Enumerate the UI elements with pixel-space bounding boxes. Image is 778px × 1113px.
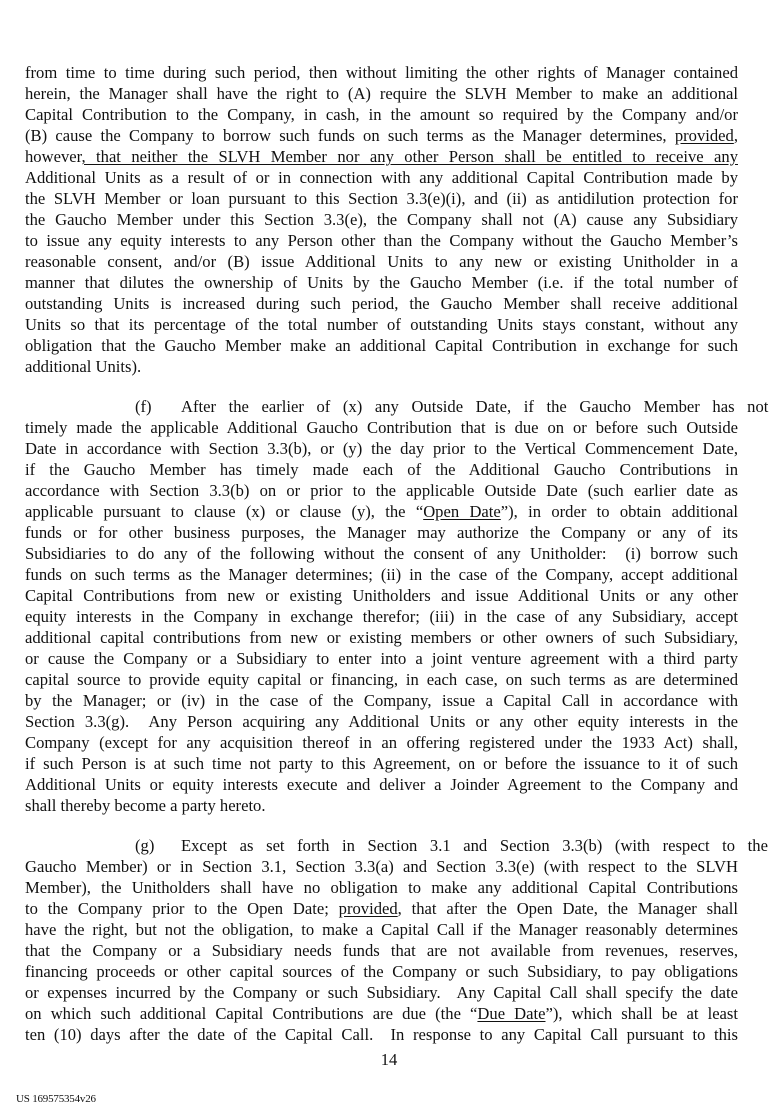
text-line: Units so that its percentage of the total number of outstanding Units stays constant, without any [25, 315, 738, 334]
text-line: or expenses incurred by the Company or such Subsidiary. Any Capital Call shall specify the date [25, 983, 738, 1002]
text-line: accordance with Section 3.3(b) on or prior to the applicable Outside Date (such earlier date as [25, 481, 738, 500]
text-line: Capital Contribution to the Company, in cash, in the amount so required by the Company and/or [25, 105, 738, 124]
paragraph-g-label: (g) [135, 836, 155, 855]
text-line: outstanding Units is increased during such period, the Gaucho Member shall receive additional [25, 294, 738, 313]
text-line: obligation that the Gaucho Member make an additional Capital Contribution in exchange for such [25, 336, 738, 355]
defined-term: provided [674, 126, 734, 145]
text-line: Date in accordance with Section 3.3(b), or (y) the day prior to the Vertical Commencement Date, [25, 439, 738, 458]
text-line: to the Company prior to the Open Date; provided, that after the Open Date, the Manager shall [25, 899, 739, 918]
text-line: manner that dilutes the ownership of Units by the Gaucho Member (i.e. if the total number of [25, 273, 738, 292]
paragraph-g [25, 835, 768, 1045]
text-line: ten (10) days after the date of the Capital Call. In response to any Capital Call pursuant to this [25, 1025, 738, 1044]
text-line: Additional Units as a result of or in connection with any additional Capital Contribution made by [25, 168, 738, 187]
paragraph-e-continued [25, 62, 738, 377]
text-line: the Gaucho Member under this Section 3.3(e), the Company shall not (A) cause any Subsidiary [25, 210, 738, 229]
text-line: shall thereby become a party hereto. [25, 796, 266, 815]
text-line: Subsidiaries to do any of the following without the consent of any Unitholder: (i) borrow such [25, 544, 738, 563]
defined-term: , that neither the SLVH Member nor any other Person shall be entitled to receive any [81, 147, 738, 166]
text-line: the SLVH Member or loan pursuant to this Section 3.3(e)(i), and (ii) as antidilution protection for [25, 189, 738, 208]
text-line: that the Company or a Subsidiary needs funds that are not available from revenues, reserves, [25, 941, 738, 960]
text-line: financing proceeds or other capital sources of the Company or such Subsidiary, to pay obligations [25, 962, 738, 981]
paragraph-g-first-line: (g) Except as set forth in Section 3.1 and Section 3.3(b) (with respect to the [135, 836, 768, 855]
text-line: applicable pursuant to clause (x) or clause (y), the “Open Date”), in order to obtain additional [25, 502, 738, 521]
page-number: 14 [380, 1050, 398, 1069]
text-line: or cause the Company or a Subsidiary to enter into a joint venture agreement with a third party [25, 649, 738, 668]
text-line: additional capital contributions from new or existing members or other owners of such Subsidiary, [25, 628, 738, 647]
text-line: on which such additional Capital Contributions are due (the “Due Date”), which shall be at least [25, 1004, 738, 1023]
text-line: Capital Contributions from new or existing Unitholders and issue Additional Units or any other [25, 586, 738, 605]
text-line: to issue any equity interests to any Person other than the Company without the Gaucho Member’s [25, 231, 738, 250]
text-line: Additional Units or equity interests execute and deliver a Joinder Agreement to the Company and [25, 775, 738, 794]
text-line: if the Gaucho Member has timely made each of the Additional Gaucho Contributions in [25, 460, 738, 479]
text-line: herein, the Manager shall have the right to (A) require the SLVH Member to make an additional [25, 84, 738, 103]
text-line: funds on such terms as the Manager determines; (ii) in the case of the Company, accept additional [25, 565, 738, 584]
paragraph-f-label: (f) [135, 397, 152, 416]
text-line: timely made the applicable Additional Gaucho Contribution that is due on or before such Outside [25, 418, 738, 437]
document-page [25, 62, 769, 1045]
text-line: equity interests in the Company in exchange therefor; (iii) in the case of any Subsidiary, accept [25, 607, 738, 626]
text-line: reasonable consent, and/or (B) issue Additional Units to any new or existing Unitholder in a [25, 252, 738, 271]
text-line: Company (except for any acquisition thereof in an offering registered under the 1933 Act) shall, [25, 733, 738, 752]
text-line: additional Units). [25, 357, 142, 376]
paragraph-f [25, 396, 769, 816]
document-id: US 169575354v26 [16, 1093, 96, 1105]
text-line: (B) cause the Company to borrow such funds on such terms as the Manager determines, provided, [25, 126, 738, 145]
text-line: from time to time during such period, then without limiting the other rights of Manager contained [25, 63, 738, 82]
text-line: funds or for other business purposes, the Manager may authorize the Company or any of its [25, 523, 738, 542]
defined-term: provided [338, 899, 398, 918]
text-line: Gaucho Member) or in Section 3.1, Section 3.3(a) and Section 3.3(e) (with respect to the SLVH [25, 857, 738, 876]
paragraph-f-first-line: (f) After the earlier of (x) any Outside Date, if the Gaucho Member has not [135, 397, 769, 416]
text-line: have the right, but not the obligation, to make a Capital Call if the Manager reasonably determines [25, 920, 738, 939]
defined-term: Open Date [423, 502, 501, 521]
text-line: by the Manager; or (iv) in the case of the Company, issue a Capital Call in accordance with [25, 691, 738, 710]
text-line: if such Person is at such time not party to this Agreement, on or before the issuance to it of such [25, 754, 738, 773]
defined-term: Due Date [477, 1004, 546, 1023]
text-line: Section 3.3(g). Any Person acquiring any Additional Units or any other equity interests in the [25, 712, 738, 731]
text-line: however, that neither the SLVH Member nor any other Person shall be entitled to receive any [25, 147, 738, 166]
text-line: capital source to provide equity capital or financing, in each case, on such terms as are determined [25, 670, 738, 689]
text-line: Member), the Unitholders shall have no obligation to make any additional Capital Contributions [25, 878, 738, 897]
